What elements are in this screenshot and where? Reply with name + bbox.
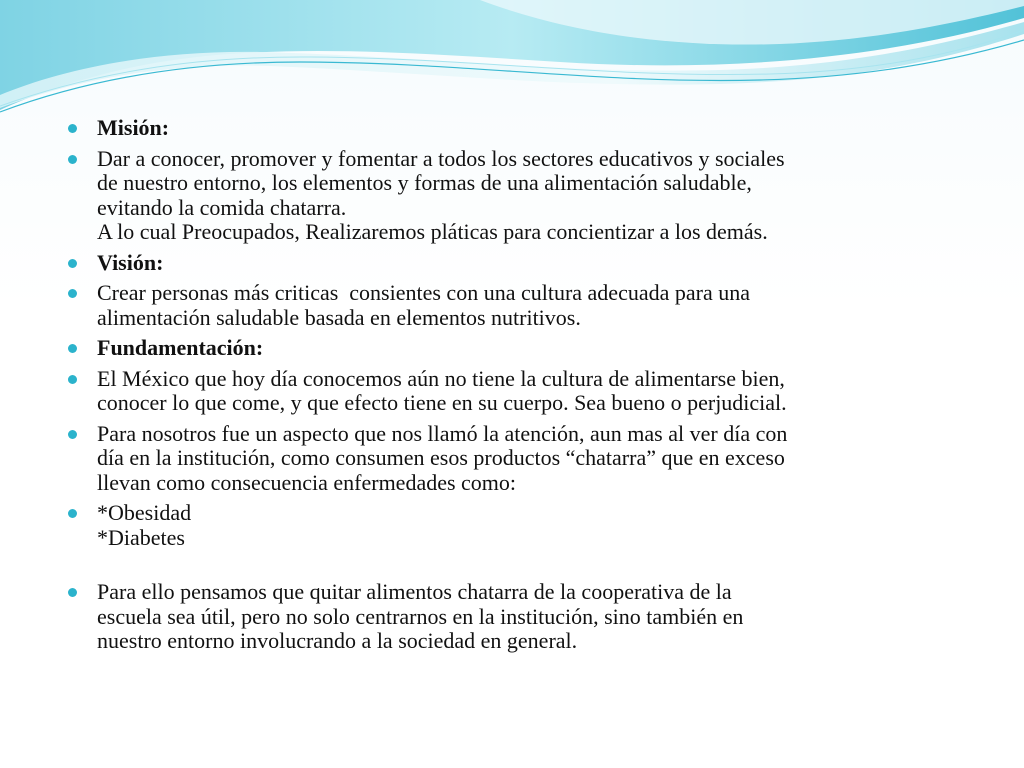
list-item-vision-text [68,281,968,330]
text-line: escuela sea útil, pero no solo centrarnos en la institución, sino también en [97,603,744,629]
text-line: evitando la comida chatarra. [97,194,347,220]
bullet-icon [68,344,77,353]
list-item-vision-heading [68,251,968,276]
text-line: Para ello pensamos que quitar alimentos chatarra de la cooperativa de la [97,579,732,604]
text-line: llevan como consecuencia enfermedades como: [97,469,517,495]
header-wave-decoration [0,0,1024,130]
text-line: conocer lo que come, y que efecto tiene en su cuerpo. Sea bueno o perjudicial. [97,390,787,415]
text-line: alimentación saludable basada en elementos nutritivos. [97,304,581,330]
bullet-icon [68,509,77,518]
list-item-fundamentacion-heading [68,336,968,361]
bullet-icon [68,289,77,298]
heading-fundamentacion: Fundamentación: [97,335,264,360]
text-line: *Diabetes [97,524,185,550]
text-line: de nuestro entorno, los elementos y formas de una alimentación saludable, [97,170,752,195]
text-line: Para nosotros fue un aspecto que nos llamó la atención, aun mas al ver día con [97,420,788,446]
bullet-list [68,116,968,660]
bullet-icon [68,588,77,597]
list-item-mision-text [68,147,968,245]
list-item-fundamentacion-text-1 [68,367,968,416]
list-item-mision-heading [68,116,968,141]
text-line: Crear personas más criticas consientes con una cultura adecuada para una [97,280,750,305]
bullet-icon [68,430,77,439]
text-line: día en la institución, como consumen esos productos “chatarra” que en exceso [97,445,785,470]
bullet-icon [68,155,77,164]
list-item-conclusion [68,580,968,654]
heading-vision: Visión: [97,249,164,275]
text-line: *Obesidad [97,500,192,525]
bullet-icon [68,259,77,268]
list-item-fundamentacion-text-2 [68,422,968,496]
text-line: Dar a conocer, promover y fomentar a todos los sectores educativos y sociales [97,145,785,171]
list-item-enfermedades [68,501,968,550]
bullet-icon [68,375,77,384]
bullet-icon [68,124,77,133]
heading-mision: Misión: [97,115,170,140]
text-line: El México que hoy día conocemos aún no tiene la cultura de alimentarse bien, [97,365,785,391]
text-line: nuestro entorno involucrando a la sociedad en general. [97,628,578,653]
text-line: A lo cual Preocupados, Realizaremos pláticas para concientizar a los demás. [97,219,768,244]
